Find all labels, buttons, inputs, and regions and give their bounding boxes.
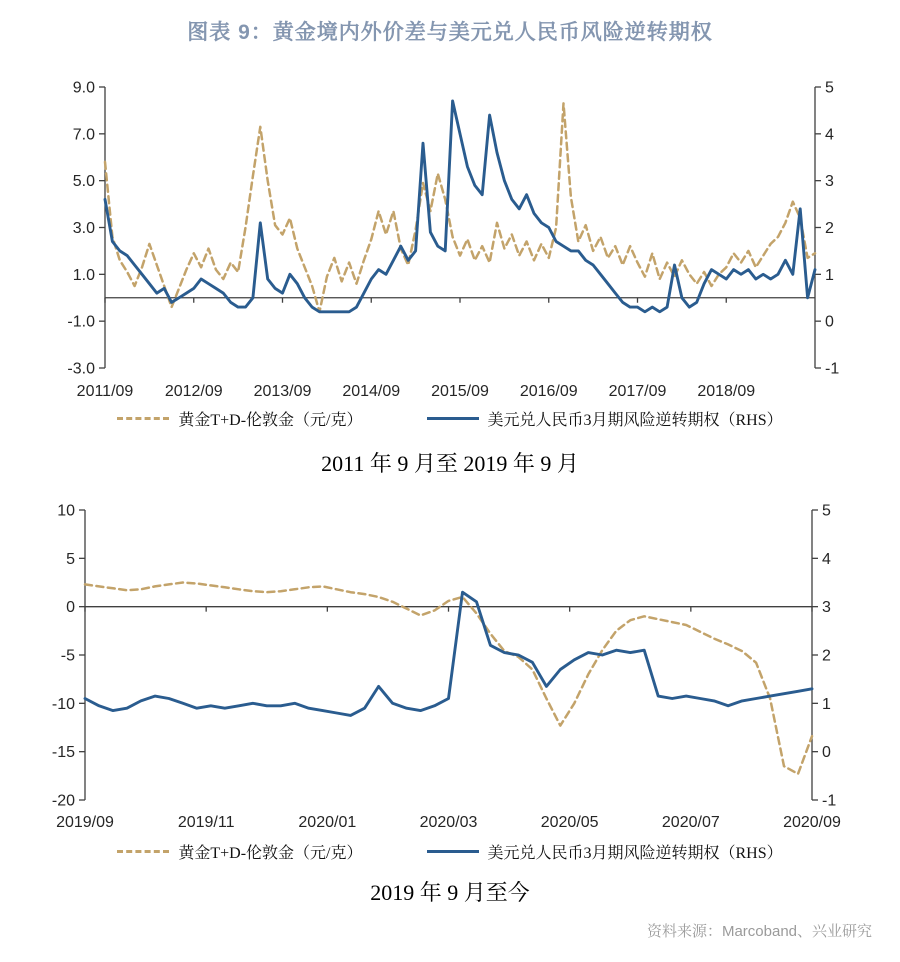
svg-text:2015/09: 2015/09 xyxy=(431,383,489,400)
svg-text:3: 3 xyxy=(822,599,831,617)
gold-dashed-line-icon xyxy=(117,417,169,420)
svg-text:2019/09: 2019/09 xyxy=(56,814,114,831)
svg-text:4: 4 xyxy=(822,550,831,568)
svg-text:2011/09: 2011/09 xyxy=(76,383,134,400)
svg-text:0: 0 xyxy=(822,744,831,762)
bottom-chart-legend xyxy=(0,840,900,863)
svg-text:1: 1 xyxy=(822,695,831,713)
svg-text:2: 2 xyxy=(825,220,834,237)
svg-text:10: 10 xyxy=(57,502,75,520)
svg-text:9.0: 9.0 xyxy=(72,79,95,97)
legend-label-risk-reversal: 美元兑人民币3月期风险逆转期权（RHS） xyxy=(487,845,783,862)
svg-text:5: 5 xyxy=(825,79,834,97)
svg-text:2: 2 xyxy=(822,647,831,665)
svg-text:-10: -10 xyxy=(51,695,75,713)
svg-text:5: 5 xyxy=(66,550,75,568)
svg-text:-20: -20 xyxy=(51,792,75,810)
svg-text:5: 5 xyxy=(822,502,831,520)
svg-text:2017/09: 2017/09 xyxy=(608,383,667,400)
svg-text:2012/09: 2012/09 xyxy=(164,383,223,400)
svg-text:2020/09: 2020/09 xyxy=(783,814,841,831)
svg-text:4: 4 xyxy=(825,126,834,144)
svg-text:2019/11: 2019/11 xyxy=(177,814,235,831)
svg-text:3.0: 3.0 xyxy=(72,220,95,237)
svg-text:2016/09: 2016/09 xyxy=(519,383,578,400)
svg-text:-1: -1 xyxy=(825,360,840,378)
svg-text:1.0: 1.0 xyxy=(72,266,95,284)
svg-text:-1.0: -1.0 xyxy=(67,313,95,331)
source-note: 资料来源：Marcoband、兴业研究 xyxy=(646,923,872,940)
svg-text:-3.0: -3.0 xyxy=(67,360,95,378)
svg-text:7.0: 7.0 xyxy=(72,126,95,144)
top-chart-caption: 2011 年 9 月至 2019 年 9 月 xyxy=(321,451,579,476)
svg-text:2013/09: 2013/09 xyxy=(253,383,312,400)
legend-label-risk-reversal: 美元兑人民币3月期风险逆转期权（RHS） xyxy=(487,412,783,429)
svg-text:1: 1 xyxy=(825,266,834,284)
figure-title: 图表 9：黄金境内外价差与美元兑人民币风险逆转期权 xyxy=(187,21,713,44)
svg-text:-5: -5 xyxy=(60,647,75,665)
legend-item-gold-spread xyxy=(117,840,362,863)
svg-text:5.0: 5.0 xyxy=(72,173,95,191)
top-chart-gold-spread-vs-risk-reversal xyxy=(0,70,900,405)
svg-text:2020/05: 2020/05 xyxy=(540,814,599,831)
navy-solid-line-icon xyxy=(427,417,479,420)
svg-text:2018/09: 2018/09 xyxy=(697,383,756,400)
svg-text:3: 3 xyxy=(825,173,834,191)
svg-text:2020/03: 2020/03 xyxy=(419,814,478,831)
navy-solid-line-icon xyxy=(427,850,479,853)
legend-item-risk-reversal xyxy=(427,840,783,863)
legend-item-risk-reversal xyxy=(427,407,783,430)
svg-text:0: 0 xyxy=(66,599,75,617)
svg-text:2020/07: 2020/07 xyxy=(661,814,720,831)
bottom-chart-caption: 2019 年 9 月至今 xyxy=(370,880,530,905)
legend-item-gold-spread xyxy=(117,407,362,430)
top-chart-legend xyxy=(0,407,900,430)
legend-label-gold-spread: 黄金T+D-伦敦金（元/克） xyxy=(178,412,363,429)
svg-text:-15: -15 xyxy=(51,744,75,762)
legend-label-gold-spread: 黄金T+D-伦敦金（元/克） xyxy=(178,845,363,862)
bottom-chart-gold-spread-vs-risk-reversal xyxy=(0,495,900,840)
gold-dashed-line-icon xyxy=(117,850,169,853)
svg-text:0: 0 xyxy=(825,313,834,331)
svg-text:-1: -1 xyxy=(822,792,837,810)
svg-text:2014/09: 2014/09 xyxy=(342,383,401,400)
svg-text:2020/01: 2020/01 xyxy=(298,814,357,831)
